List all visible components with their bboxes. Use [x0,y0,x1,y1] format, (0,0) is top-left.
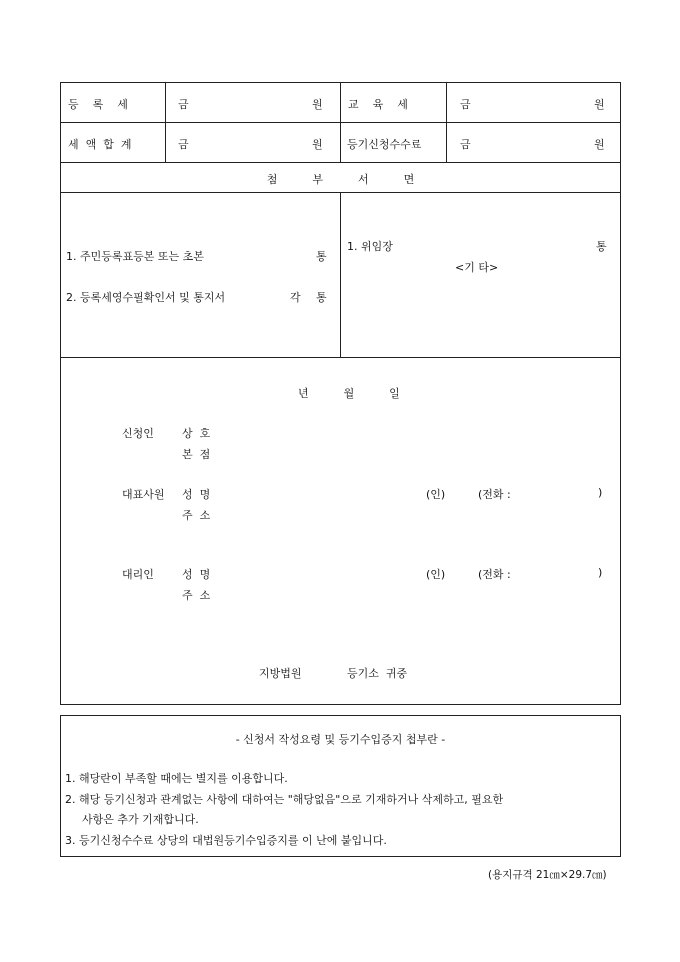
won-prefix: 금 [178,98,189,111]
row-divider [60,357,621,358]
agent-phone-close: ) [598,566,603,579]
col-divider [340,82,341,162]
instructions-title: - 신청서 작성요령 및 등기수입증지 첩부란 - [235,733,446,746]
address-label: 주 소 [182,509,211,522]
name-label: 성 명 [182,488,211,501]
instruction-line: 3. 등기신청수수료 상당의 대법원등기수입증지를 이 난에 붙입니다. [65,834,387,847]
col-divider [165,82,166,162]
attachment-item-unit: 통 [316,250,327,263]
filing-fee-label: 등기신청수수료 [347,138,422,151]
representative-label: 대표사원 [122,488,165,501]
seal-mark: (인) [426,488,446,501]
paper-size-note: (용지규격 21㎝×29.7㎝) [488,869,607,881]
registration-tax-label: 등 록 세 [68,98,128,111]
won-prefix: 금 [178,138,189,151]
attachment-item-tax-receipt: 2. 등록세영수필확인서 및 통지서 [66,291,226,304]
agent-seal-mark: (인) [426,568,446,581]
tax-total-label: 세 액 합 계 [68,138,132,151]
agent-label: 대리인 [122,568,154,581]
attachment-item-unit: 통 [596,240,607,253]
instruction-line: 사항은 추가 기재합니다. [82,813,199,826]
attachments-header: 첨 부 서 면 [266,173,415,186]
instruction-line: 1. 해당란이 부족할 때에는 별지를 이용합니다. [65,772,288,785]
head-office-label: 본 점 [182,448,211,461]
agent-phone-label: (전화 : [478,568,511,581]
row-divider [60,162,621,163]
col-divider [340,192,341,357]
education-tax-label: 교 육 세 [348,98,408,111]
attachment-item-qty: 각 [290,291,301,304]
trade-name-label: 상 호 [182,427,211,440]
phone-label: (전화 : [478,488,511,501]
date-line: 년 월 일 [298,387,400,400]
won-suffix: 원 [312,98,323,111]
phone-close: ) [598,486,603,499]
applicant-label: 신청인 [122,427,154,440]
won-suffix: 원 [312,138,323,151]
won-prefix: 금 [460,98,471,111]
registry-office-label: 등기소 귀중 [347,667,408,680]
instruction-line: 2. 해당 등기신청과 관계없는 사항에 대하여는 "해당없음"으로 기재하거나 삭제하고, 필요한 [65,793,504,806]
won-suffix: 원 [594,98,605,111]
attachment-item-resident-copy: 1. 주민등록표등본 또는 초본 [66,250,204,263]
agent-name-label: 성 명 [182,568,211,581]
district-court-label: 지방법원 [259,667,302,680]
attachment-item-power-of-attorney: 1. 위임장 [347,240,393,253]
attachment-other-label: <기 타> [455,261,499,274]
won-prefix: 금 [460,138,471,151]
agent-address-label: 주 소 [182,589,211,602]
attachment-item-unit: 통 [316,291,327,304]
won-suffix: 원 [594,138,605,151]
col-divider [446,82,447,162]
